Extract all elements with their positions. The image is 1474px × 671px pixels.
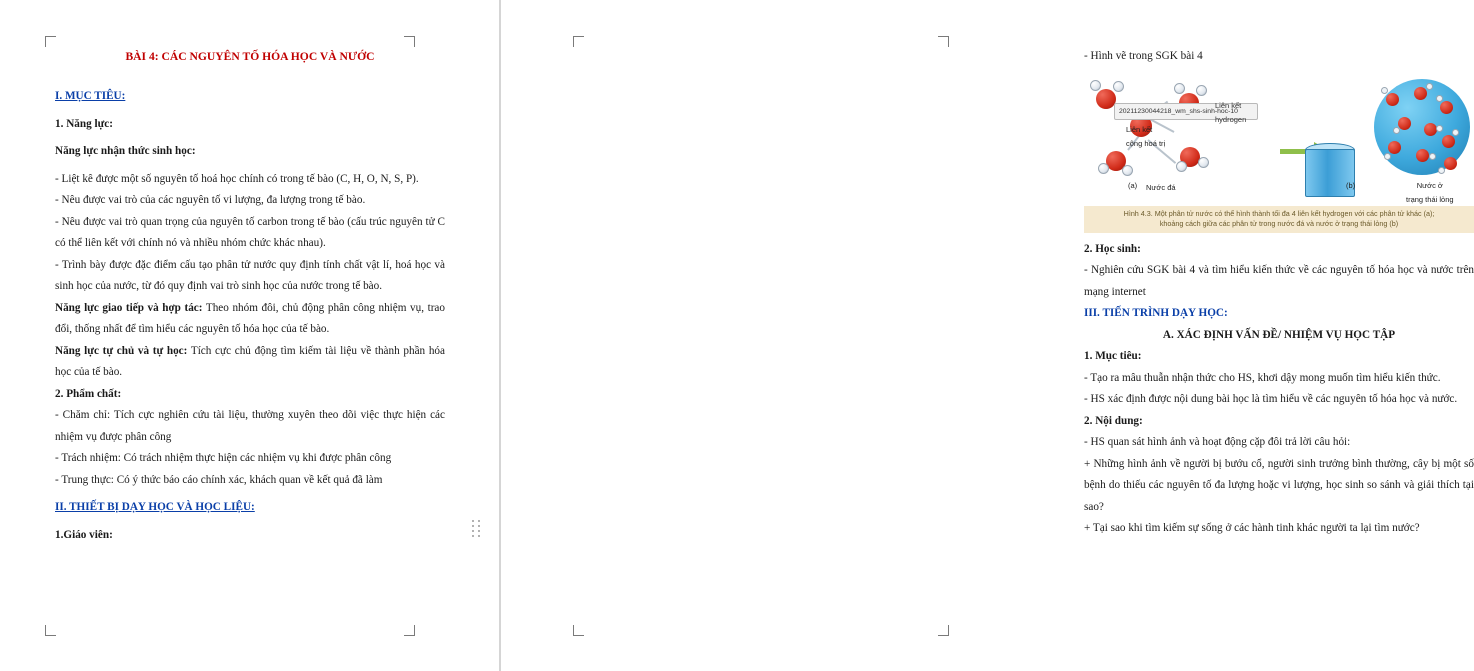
label-hydrogen-bond: Liên kết hydrogen: [1215, 100, 1247, 124]
hydrogen-atom: [1174, 83, 1185, 94]
watermark-filename-callout: 20211230044218_wm_shs-sinh-hoc-10: [1114, 103, 1258, 120]
oxygen-atom: [1388, 141, 1401, 154]
figure-label-a: (a): [1128, 180, 1138, 190]
bullet-6-label: Năng lực tự chủ và tự học:: [55, 344, 188, 357]
oxygen-atom: [1442, 135, 1455, 148]
hydrogen-atom: [1436, 95, 1443, 102]
pham-chat-2: - Trách nhiệm: Có trách nhiệm thực hiện các nhiệm vụ khi được phân công: [55, 452, 392, 465]
section-heading-muc-tieu: I. MỤC TIÊU:: [55, 90, 126, 103]
oxygen-atom: [1416, 149, 1429, 162]
right-bullet-hs-xac-dinh: - HS xác định được nội dung bài học là tìm hiểu về các nguyên tố hóa học và nước.: [1084, 393, 1458, 405]
bullet-3: - Nêu được vai trò quan trọng của nguyên tố carbon trong tế bào (cấu trúc nguyên tử C có thể liên kết với chính nó và nhiều nhóm chức khác nhau).: [55, 215, 445, 250]
label-liquid-water: Nước ở trạng thái lỏng: [1406, 180, 1454, 204]
crop-mark-top-left-2: [573, 36, 584, 47]
crop-mark-top-right-2: [938, 36, 949, 47]
bullet-5: [55, 298, 445, 341]
oxygen-atom: [1444, 157, 1457, 170]
document-title: BÀI 4: CÁC NGUYÊN TỐ HÓA HỌC VÀ NƯỚC: [125, 50, 375, 63]
bullet-6: [55, 341, 445, 384]
crop-mark-bottom-right: [404, 625, 415, 636]
right-line-hinh-ve: - Hình vẽ trong SGK bài 4: [1084, 50, 1203, 62]
subheading-hoc-sinh: 2. Học sinh:: [1084, 242, 1141, 255]
right-bullet-quan-sat: - HS quan sát hình ảnh và hoạt động cặp đôi trả lời câu hỏi:: [1084, 436, 1351, 448]
bullet-2: - Nêu được vai trò của các nguyên tố vi lượng, đa lượng trong tế bào.: [55, 194, 366, 207]
pham-chat-1: - Chăm chỉ: Tích cực nghiên cứu tài liệu, thường xuyên theo dõi việc thực hiện các nhiệm vụ được phân công: [55, 409, 445, 443]
subheading-muc-tieu-a: 1. Mục tiêu:: [1084, 350, 1142, 362]
page-right-content: [1084, 46, 1474, 540]
hydrogen-atom: [1436, 125, 1443, 132]
crop-mark-bottom-right-2: [938, 625, 949, 636]
hydrogen-atom: [1452, 129, 1459, 136]
hydrogen-atom: [1426, 83, 1433, 90]
figure-4-3: [1084, 75, 1474, 233]
oxygen-atom: [1414, 87, 1427, 100]
hydrogen-atom: [1098, 163, 1109, 174]
subheading-giao-vien: 1.Giáo viên:: [55, 528, 113, 541]
subheading-xac-dinh-van-de: A. XÁC ĐỊNH VẤN ĐỀ/ NHIỆM VỤ HỌC TẬP: [1162, 328, 1396, 341]
hydrogen-atom: [1198, 157, 1209, 168]
hydrogen-atom: [1196, 85, 1207, 96]
bullet-6-text: Tích cực chủ động tìm kiếm tài liệu về thành phần hóa học của tế bào.: [55, 344, 445, 379]
subheading-pham-chat: 2. Phẩm chất:: [55, 387, 122, 400]
oxygen-atom: [1386, 93, 1399, 106]
right-bullet-nghien-cuu: - Nghiên cứu SGK bài 4 và tìm hiểu kiến thức về các nguyên tố hóa học và nước trên mạng internet: [1084, 264, 1474, 298]
right-bullet-tao-mau-thuan: - Tạo ra mâu thuẫn nhận thức cho HS, khơi dậy mong muốn tìm hiểu kiến thức.: [1084, 371, 1441, 384]
bullet-5-text: Theo nhóm đôi, chủ động phân công nhiệm vụ, trao đổi, thống nhất để tìm hiểu các nguyên tố hóa học của tế bào.: [55, 301, 445, 336]
page-left-content: [55, 46, 445, 546]
oxygen-atom: [1096, 89, 1116, 109]
hydrogen-atom: [1438, 167, 1445, 174]
figure-caption: [1084, 206, 1474, 233]
bullet-5-label: Năng lực giao tiếp và hợp tác:: [55, 301, 203, 314]
subheading-nang-luc: 1. Năng lực:: [55, 117, 113, 130]
figure-caption-line2: khoảng cách giữa các phân tử trong nước đá và nước ở trạng thái lỏng (b): [1159, 219, 1399, 229]
right-bullet-hinh-anh: + Những hình ảnh về người bị bướu cổ, người sinh trưởng bình thường, cây bị một số bệnh do thiếu các nguyên tố đa lượng hoặc vi lượng, học sinh so sánh và giải thích tại sao?: [1084, 457, 1474, 513]
crop-mark-bottom-left-2: [573, 625, 584, 636]
page-left: [0, 0, 499, 671]
label-covalent-bond: Liên kết cộng hoá trị: [1126, 124, 1166, 148]
hydrogen-atom: [1176, 161, 1187, 172]
subheading-nhan-thuc-sinh-hoc: Năng lực nhận thức sinh học:: [55, 145, 196, 158]
figure-label-b: (b): [1346, 180, 1356, 190]
split-drag-handle[interactable]: [470, 520, 482, 538]
hydrogen-atom: [1113, 81, 1124, 92]
oxygen-atom: [1440, 101, 1453, 114]
right-bullet-hanh-tinh: + Tại sao khi tìm kiếm sự sống ở các hành tinh khác người ta lại tìm nước?: [1084, 522, 1420, 534]
hydrogen-atom: [1429, 153, 1436, 160]
hydrogen-atom: [1381, 87, 1388, 94]
oxygen-atom: [1398, 117, 1411, 130]
section-heading-thiet-bi: II. THIẾT BỊ DẠY HỌC VÀ HỌC LIỆU:: [55, 501, 255, 514]
figure-caption-line1: Hình 4.3. Một phân tử nước có thể hình thành tối đa 4 liên kết hydrogen với các phân tử khác (a);: [1123, 208, 1435, 218]
subheading-noi-dung: 2. Nội dung:: [1084, 414, 1143, 427]
hydrogen-atom: [1393, 127, 1400, 134]
label-ice: Nước đá: [1146, 182, 1176, 192]
hydrogen-atom: [1122, 165, 1133, 176]
hydrogen-atom: [1090, 80, 1101, 91]
hydrogen-atom: [1384, 153, 1391, 160]
crop-mark-bottom-left: [45, 625, 56, 636]
bullet-4: - Trình bày được đặc điểm cấu tạo phân tử nước quy định tính chất vật lí, hoá học và sinh học của nước, từ đó quy định vai trò sinh học của nước trong tế bào.: [55, 258, 445, 293]
page-right: [501, 0, 1474, 671]
liquid-water-circle: [1374, 79, 1470, 175]
pham-chat-3: - Trung thực: Có ý thức báo cáo chính xác, khách quan về kết quả đã làm: [55, 473, 383, 486]
bullet-1: - Liệt kê được một số nguyên tố hoá học chính có trong tế bào (C, H, O, N, S, P).: [55, 172, 419, 185]
section-heading-tien-trinh: III. TIẾN TRÌNH DẠY HỌC:: [1084, 307, 1228, 319]
